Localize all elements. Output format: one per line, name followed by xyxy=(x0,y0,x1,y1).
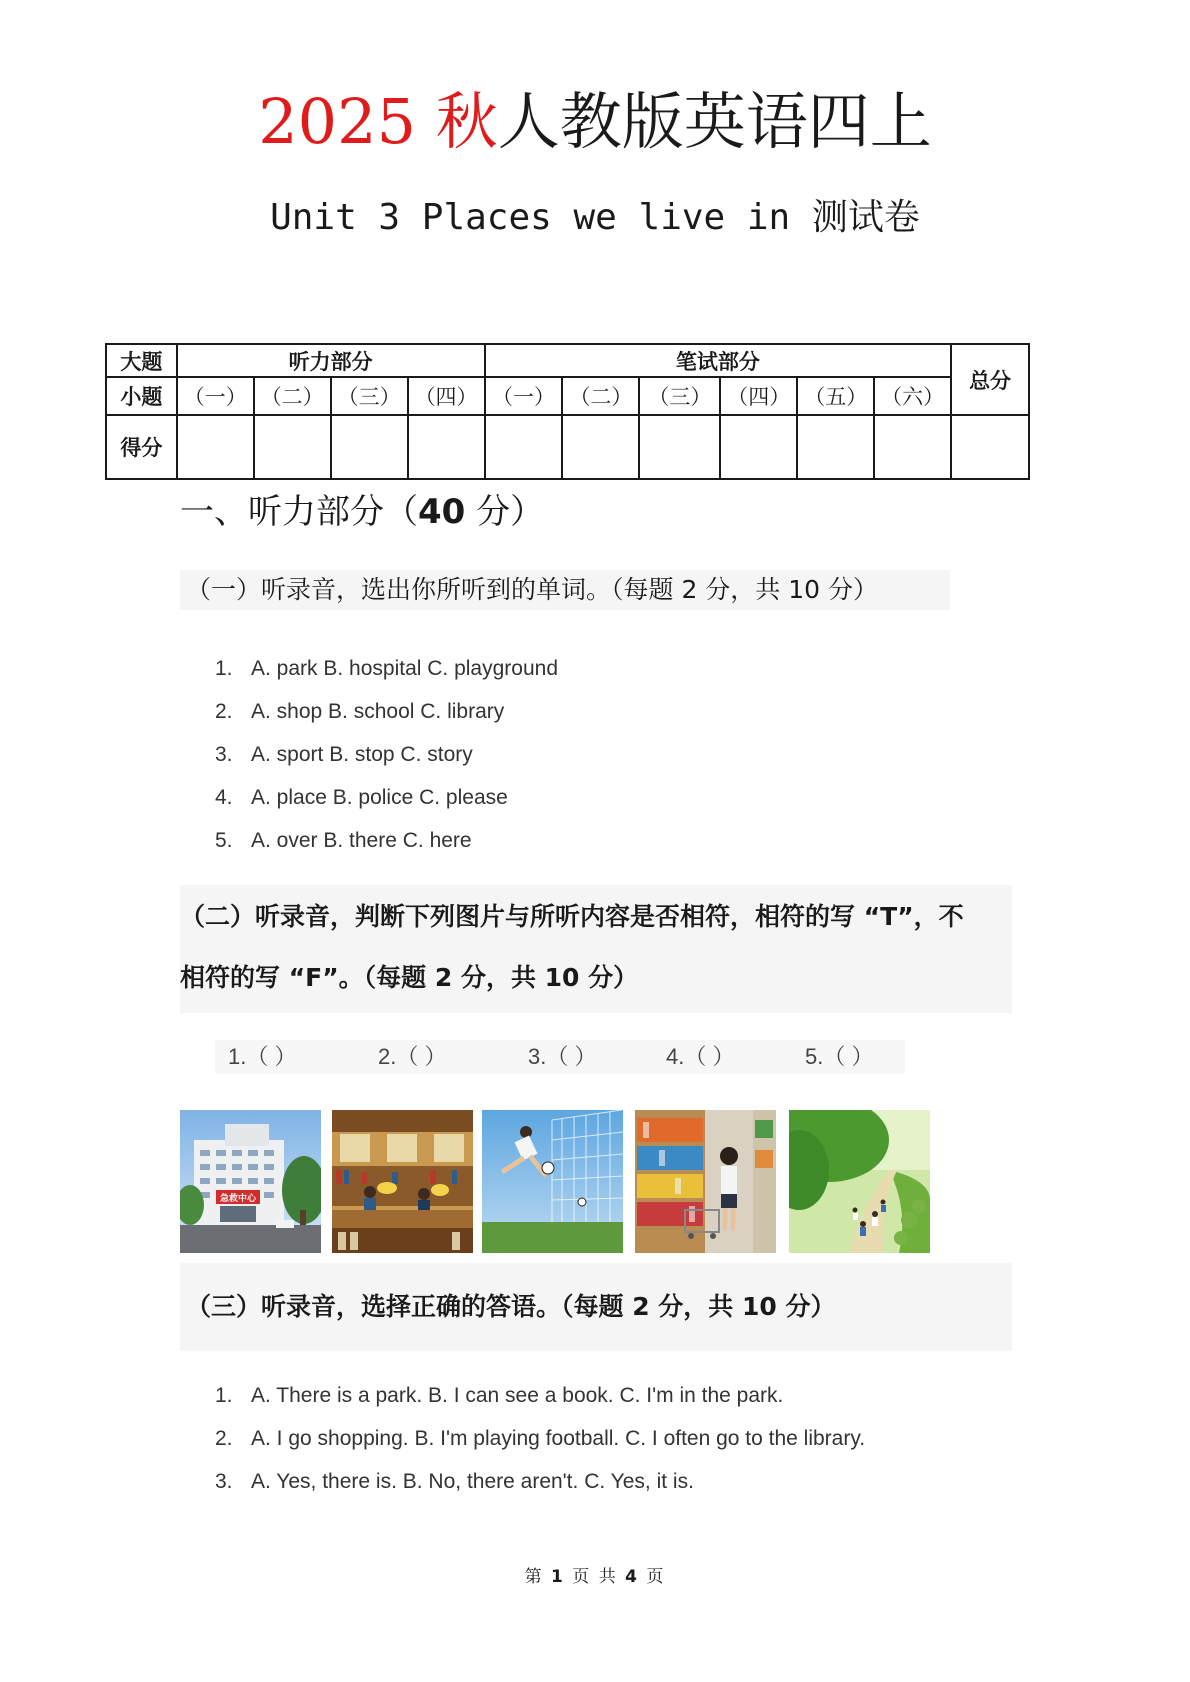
item-text: A. place B. police C. please xyxy=(251,786,508,809)
listening-part-3: （三） xyxy=(331,377,408,415)
score-cell[interactable] xyxy=(408,415,485,479)
score-cell[interactable] xyxy=(874,415,951,479)
answer-blank-5[interactable]: 5.（ ） xyxy=(805,1044,874,1069)
section-heading-listening xyxy=(180,490,544,534)
score-cell[interactable] xyxy=(720,415,797,479)
part3-list xyxy=(215,1374,865,1503)
footer-prefix: 第 xyxy=(524,1567,552,1587)
list-item xyxy=(215,733,558,776)
item-text: A. sport B. stop C. story xyxy=(251,743,473,766)
writing-part-3: （三） xyxy=(639,377,720,415)
answer-blank-3[interactable]: 3.（ ） xyxy=(528,1044,597,1069)
hospital-sign-text: 急救中心 xyxy=(219,1194,257,1204)
item-number: 4. xyxy=(215,786,233,809)
item-text: A. park B. hospital C. playground xyxy=(251,657,559,680)
footer-total-pages: 4 xyxy=(625,1567,639,1587)
item-number: 2. xyxy=(215,700,233,723)
score-cell[interactable] xyxy=(639,415,720,479)
part1-list xyxy=(215,647,558,862)
title-main: 人教版英语四上 xyxy=(497,85,932,158)
page-title xyxy=(0,86,1190,158)
library-image xyxy=(332,1110,473,1253)
hospital-image xyxy=(180,1110,321,1253)
list-item xyxy=(215,690,558,733)
page-footer xyxy=(0,1562,1190,1587)
score-cell[interactable] xyxy=(177,415,254,479)
item-text: A. Yes, there is. B. No, there aren't. C. Yes, it is. xyxy=(251,1470,694,1493)
part1-heading: （一）听录音，选出你所听到的单词。（每题 2 分，共 10 分） xyxy=(180,570,950,610)
item-number: 3. xyxy=(215,1470,233,1493)
item-text: A. shop B. school C. library xyxy=(251,700,505,723)
item-number: 1. xyxy=(215,1384,233,1407)
score-table-small-label: 小题 xyxy=(106,377,177,415)
item-number: 5. xyxy=(215,829,233,852)
item-number: 2. xyxy=(215,1427,233,1450)
part2-heading-line1: （二）听录音，判断下列图片与所听内容是否相符，相符的写 “T”，不 xyxy=(180,902,964,931)
football-image xyxy=(482,1110,623,1253)
list-item xyxy=(215,647,558,690)
listening-part-2: （二） xyxy=(254,377,331,415)
writing-part-4: （四） xyxy=(720,377,797,415)
item-number: 3. xyxy=(215,743,233,766)
listening-part-4: （四） xyxy=(408,377,485,415)
footer-page-number: 1 xyxy=(551,1567,565,1587)
list-item xyxy=(215,776,558,819)
section-heading-prefix: 一、听力部分（ xyxy=(180,492,418,532)
writing-part-2: （二） xyxy=(562,377,639,415)
section-heading-score: 40 xyxy=(418,492,466,532)
score-table xyxy=(105,343,1030,480)
item-text: A. I go shopping. B. I'm playing football. C. I often go to the library. xyxy=(251,1427,866,1450)
item-text: A. There is a park. B. I can see a book. C. I'm in the park. xyxy=(251,1384,784,1407)
list-item xyxy=(215,819,558,862)
part3-heading xyxy=(180,1263,1012,1351)
item-text: A. over B. there C. here xyxy=(251,829,472,852)
answer-blank-1[interactable]: 1.（ ） xyxy=(228,1044,297,1069)
part3-heading-text: （三）听录音，选择正确的答语。（每题 2 分，共 10 分） xyxy=(186,1292,836,1321)
section-heading-suffix: 分） xyxy=(465,492,545,532)
score-table-writing: 笔试部分 xyxy=(485,344,952,377)
part2-heading xyxy=(180,885,1012,1013)
title-year: 2025 秋 xyxy=(258,85,498,158)
score-cell-total[interactable] xyxy=(951,415,1029,479)
list-item xyxy=(215,1417,865,1460)
score-cell[interactable] xyxy=(254,415,331,479)
score-cell[interactable] xyxy=(331,415,408,479)
score-table-total: 总分 xyxy=(951,344,1029,415)
score-table-score-label: 得分 xyxy=(106,415,177,479)
score-cell[interactable] xyxy=(562,415,639,479)
footer-suffix: 页 xyxy=(638,1567,666,1587)
part2-heading-line2: 相符的写 “F”。（每题 2 分，共 10 分） xyxy=(180,963,639,992)
item-number: 1. xyxy=(215,657,233,680)
footer-middle: 页 共 xyxy=(564,1567,626,1587)
answer-blank-2[interactable]: 2.（ ） xyxy=(378,1044,447,1069)
writing-part-5: （五） xyxy=(797,377,874,415)
score-cell[interactable] xyxy=(797,415,874,479)
score-cell[interactable] xyxy=(485,415,563,479)
score-table-big-label: 大题 xyxy=(106,344,177,377)
answer-blank-4[interactable]: 4.（ ） xyxy=(666,1044,735,1069)
listening-part-1: （一） xyxy=(177,377,254,415)
list-item xyxy=(215,1374,865,1417)
part2-answer-blanks xyxy=(215,1040,905,1074)
writing-part-1: （一） xyxy=(485,377,563,415)
page-subtitle: Unit 3 Places we live in 测试卷 xyxy=(270,197,920,238)
score-table-listening: 听力部分 xyxy=(177,344,485,377)
park-image xyxy=(789,1110,930,1253)
list-item xyxy=(215,1460,865,1503)
writing-part-6: （六） xyxy=(874,377,951,415)
supermarket-image xyxy=(635,1110,776,1253)
